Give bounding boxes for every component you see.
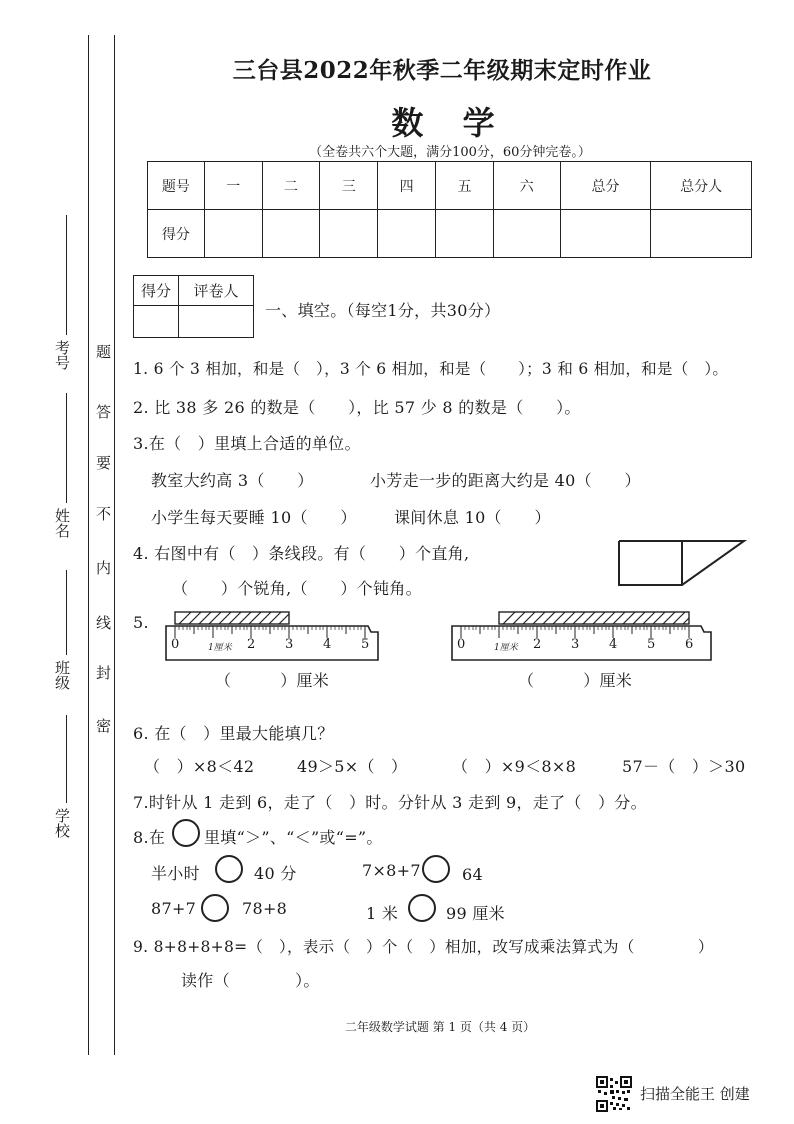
ruler-2-tick-label: 6 bbox=[685, 637, 694, 652]
score-table-header: 五 bbox=[436, 162, 494, 210]
question-5-answer-1: （ ）厘米 bbox=[215, 671, 330, 690]
ruler-2-tick-label: 3 bbox=[571, 637, 580, 652]
grader-box bbox=[133, 275, 254, 338]
question-9b: 读作（ ）。 bbox=[181, 971, 320, 990]
question-3: 3.在（ ）里填上合适的单位。 bbox=[133, 434, 361, 453]
binding-line-inner bbox=[114, 35, 115, 1055]
answer-circle[interactable] bbox=[215, 855, 243, 883]
question-4b: （ ）个锐角,（ ）个钝角。 bbox=[172, 579, 422, 598]
ruler-1-tick-label: 2 bbox=[247, 637, 256, 652]
question-5-answer-2: （ ）厘米 bbox=[518, 671, 633, 690]
seal-char: 答 bbox=[94, 404, 112, 419]
question-8b-right: 64 bbox=[462, 865, 483, 884]
ruler-2-tick-label: 4 bbox=[609, 637, 618, 652]
question-8a-left: 半小时 bbox=[151, 864, 200, 883]
question-8-suffix: 里填“＞”、“＜”或“=”。 bbox=[204, 828, 383, 847]
ruler-2-tick-label: 2 bbox=[533, 637, 542, 652]
question-8c-left: 87+7 bbox=[151, 899, 197, 918]
question-3c: 小学生每天要睡 10（ ） bbox=[151, 508, 357, 527]
subject-title: 数 学 bbox=[391, 104, 509, 142]
question-6a: （ ）×8＜42 bbox=[144, 757, 255, 776]
score-cell[interactable] bbox=[436, 210, 494, 258]
field-line-class bbox=[66, 570, 67, 655]
score-table-header: 二 bbox=[262, 162, 320, 210]
question-4a: 4. 右图中有（ ）条线段。有（ ）个直角, bbox=[133, 544, 470, 563]
ruler-1-tick-label: 1厘米 bbox=[208, 643, 232, 653]
answer-circle[interactable] bbox=[201, 894, 229, 922]
question-6b: 49＞5×（ ） bbox=[297, 757, 408, 776]
question-3d: 课间休息 10（ ） bbox=[394, 508, 551, 527]
score-table-header: 题号 bbox=[148, 162, 205, 210]
grader-box-score-label: 得分 bbox=[134, 276, 179, 306]
page-footer: 二年级数学试题 第 1 页（共 4 页） bbox=[344, 1020, 536, 1034]
score-table-row-label: 得分 bbox=[148, 210, 205, 258]
field-label-school: 学校 bbox=[53, 808, 71, 838]
ruler-1-tick-label: 4 bbox=[323, 637, 332, 652]
grader-score-cell[interactable] bbox=[134, 306, 179, 338]
answer-circle[interactable] bbox=[408, 894, 436, 922]
score-cell[interactable] bbox=[651, 210, 752, 258]
score-cell[interactable] bbox=[262, 210, 320, 258]
compare-circle-icon bbox=[172, 819, 200, 847]
score-cell[interactable] bbox=[378, 210, 436, 258]
seal-char: 要 bbox=[94, 455, 112, 470]
ruler-2-tick-label: 1厘米 bbox=[494, 643, 518, 653]
question-6c: （ ）×9＜8×8 bbox=[452, 757, 577, 776]
exam-note: （全卷共六个大题，满分100分，60分钟完卷。） bbox=[309, 145, 591, 160]
field-label-name: 姓名 bbox=[53, 508, 71, 538]
question-9a: 9. 8+8+8+8=（ ），表示（ ）个（ ）相加，改写成乘法算式为（ ） bbox=[133, 938, 714, 956]
seal-char: 封 bbox=[94, 665, 112, 680]
question-8c-right: 78+8 bbox=[242, 899, 288, 918]
score-table-header: 一 bbox=[204, 162, 262, 210]
question-8d-left: 1 米 bbox=[366, 904, 399, 923]
score-table-header: 三 bbox=[320, 162, 378, 210]
question-4-figure bbox=[616, 537, 748, 589]
seal-char: 不 bbox=[94, 506, 112, 521]
question-6: 6. 在（ ）里最大能填几？ bbox=[133, 724, 334, 743]
score-table-header: 六 bbox=[493, 162, 560, 210]
question-8-prefix: 8.在 bbox=[133, 828, 166, 847]
scanner-watermark: 扫描全能王 创建 bbox=[640, 1085, 750, 1103]
question-3a: 教室大约高 3（ ） bbox=[151, 471, 314, 490]
question-2: 2. 比 38 多 26 的数是（ ），比 57 少 8 的数是（ ）。 bbox=[133, 398, 581, 417]
score-table-header: 四 bbox=[378, 162, 436, 210]
score-cell[interactable] bbox=[320, 210, 378, 258]
score-cell[interactable] bbox=[204, 210, 262, 258]
seal-char: 内 bbox=[94, 560, 112, 575]
answer-circle[interactable] bbox=[422, 855, 450, 883]
seal-char: 题 bbox=[94, 344, 112, 359]
question-7: 7.时针从 1 走到 6，走了（ ）时。分针从 3 走到 9，走了（ ）分。 bbox=[133, 793, 647, 812]
ruler-2-tick-label: 0 bbox=[457, 637, 466, 652]
question-8a-right: 40 分 bbox=[254, 864, 297, 883]
field-label-class: 班级 bbox=[53, 660, 71, 690]
question-6d: 57－（ ）＞30 bbox=[622, 757, 746, 776]
question-3b: 小芳走一步的距离大约是 40（ ） bbox=[370, 471, 641, 490]
binding-line-outer bbox=[88, 35, 89, 1055]
field-line-name bbox=[66, 393, 67, 503]
score-cell[interactable] bbox=[560, 210, 651, 258]
field-line-school bbox=[66, 715, 67, 803]
section-title: 一、填空。（每空1分，共30分） bbox=[265, 301, 501, 320]
score-cell[interactable] bbox=[493, 210, 560, 258]
ruler-1 bbox=[163, 608, 385, 664]
grader-name-cell[interactable] bbox=[179, 306, 254, 338]
field-label-exam-number: 考号 bbox=[53, 340, 71, 370]
ruler-1-tick-label: 5 bbox=[361, 637, 370, 652]
qr-code-icon bbox=[596, 1076, 632, 1112]
ruler-2 bbox=[449, 608, 715, 664]
grader-box-grader-label: 评卷人 bbox=[179, 276, 254, 306]
question-1: 1. 6 个 3 相加，和是（ ），3 个 6 相加，和是（ ）；3 和 6 相加，和是（ ）。 bbox=[133, 360, 729, 378]
ruler-1-tick-label: 0 bbox=[171, 637, 180, 652]
score-table-header: 总分人 bbox=[651, 162, 752, 210]
field-line-exam-number bbox=[66, 215, 67, 335]
seal-char: 密 bbox=[94, 718, 112, 733]
ruler-2-tick-label: 5 bbox=[647, 637, 656, 652]
seal-char: 线 bbox=[94, 615, 112, 630]
score-table bbox=[147, 161, 752, 258]
question-8d-right: 99 厘米 bbox=[446, 904, 505, 923]
question-5-number: 5. bbox=[133, 613, 149, 632]
exam-title: 三台县2022年秋季二年级期末定时作业 bbox=[232, 57, 652, 84]
score-table-header: 总分 bbox=[560, 162, 651, 210]
question-8b-left: 7×8+7 bbox=[362, 861, 421, 880]
ruler-1-tick-label: 3 bbox=[285, 637, 294, 652]
